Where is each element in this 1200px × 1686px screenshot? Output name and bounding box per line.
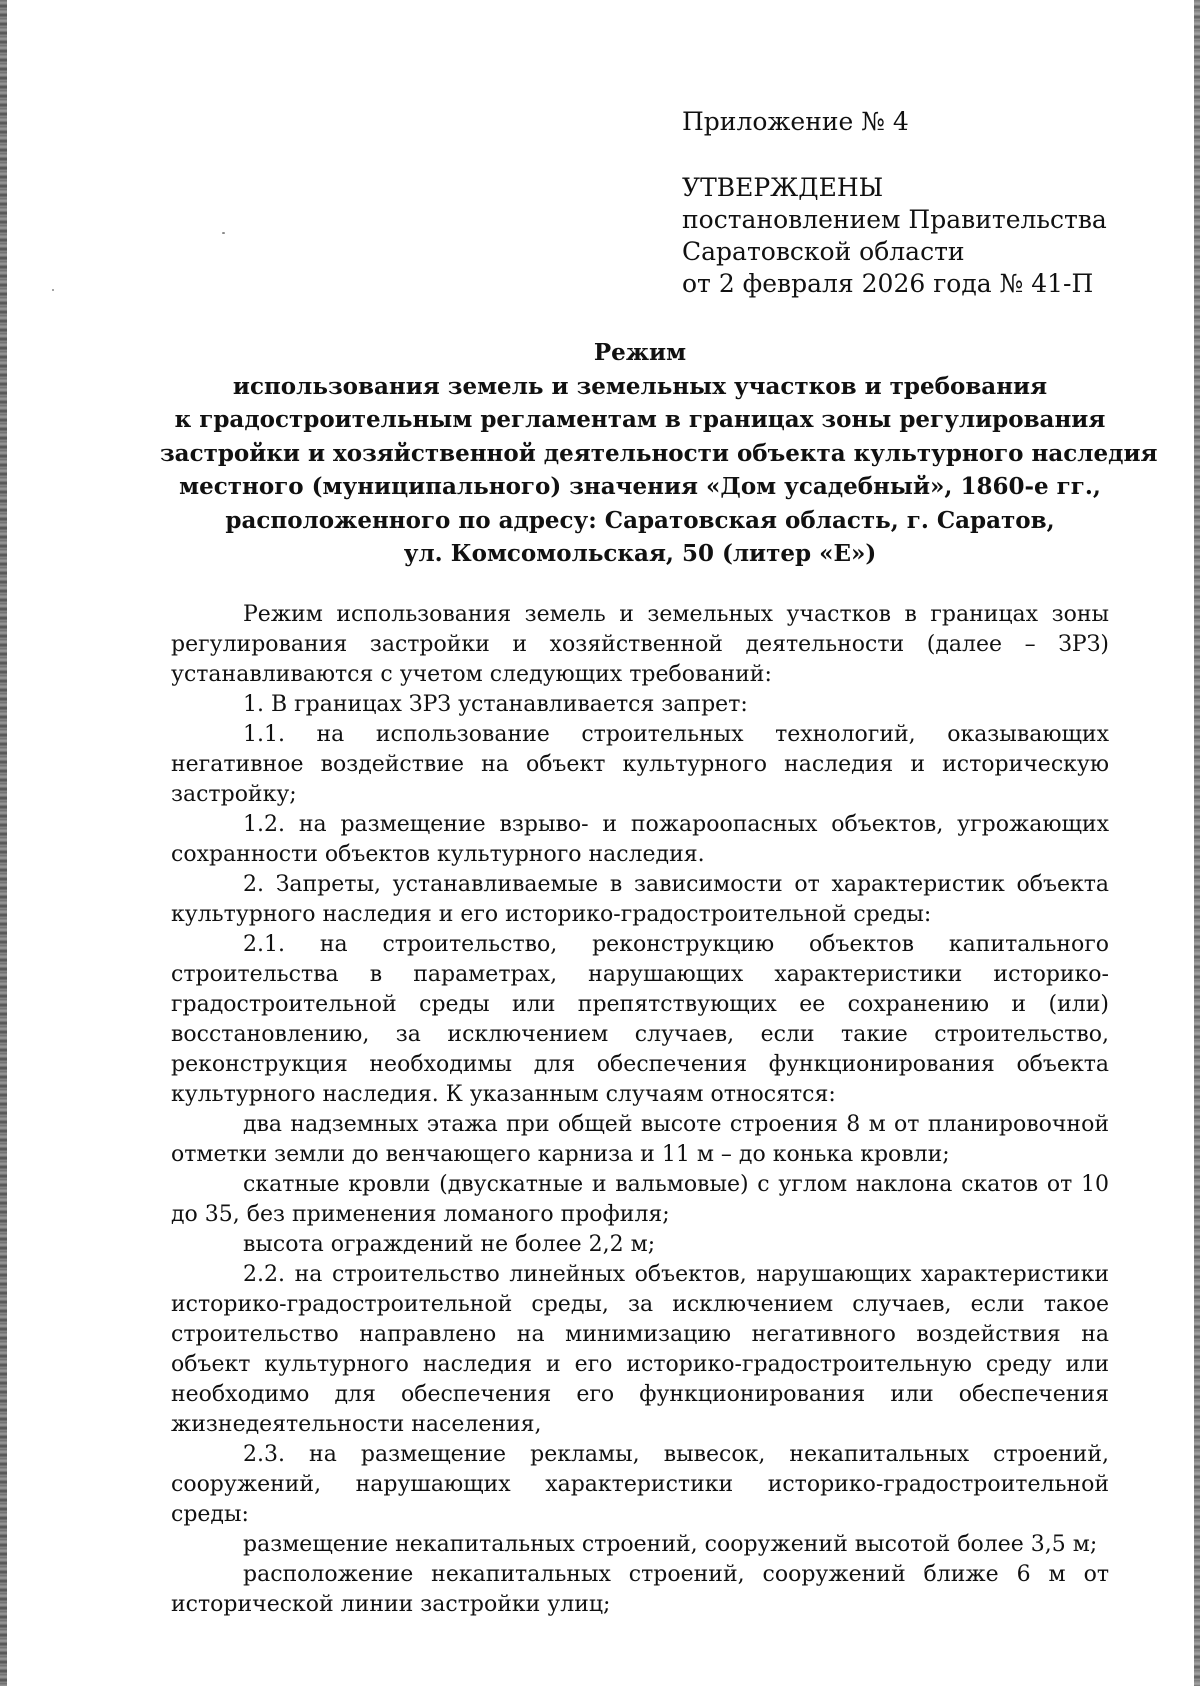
approval-block <box>682 106 1107 300</box>
scan-edge-left <box>0 0 7 1686</box>
document-title <box>160 336 1158 571</box>
body-paragraph: 1.2. на размещение взрыво- и пожароопасных объектов, угрожающих сохранности объектов культурного наследия. <box>171 812 1109 867</box>
body-paragraph: 1.1. на использование строительных технологий, оказывающих негативное воздействие на объект культурного наследия и историческую застройку; <box>171 722 1109 807</box>
body-paragraph: Режим использования земель и земельных участков в границах зоны регулирования застройки и хозяйственной деятельности (далее – ЗРЗ) устанавливаются с учетом следующих требований: <box>171 602 1109 687</box>
body-paragraph: 2.2. на строительство линейных объектов, нарушающих характеристики историко-градостроительной среды, за исключением случаев, если такое строительство направлено на минимизацию негативного воздействия на объект культурного наследия и его историко-градостроительную среду или необходимо для обеспечения его функционирования или обеспечения жизнедеятельности населения, <box>171 1262 1109 1437</box>
approval-line: постановлением Правительства <box>682 205 1107 234</box>
body-paragraph: скатные кровли (двускатные и вальмовые) с углом наклона скатов от 10 до 35, без применения ломаного профиля; <box>171 1172 1109 1227</box>
title-line: Режим <box>593 339 687 366</box>
body-paragraph: 1. В границах ЗРЗ устанавливается запрет: <box>243 692 748 717</box>
approval-line: от 2 февраля 2026 года № 41-П <box>682 269 1094 298</box>
title-line: к градостроительным регламентам в границах зоны регулирования <box>174 406 1106 433</box>
body-paragraph: размещение некапитальных строений, сооружений высотой более 3,5 м; <box>243 1532 1098 1557</box>
title-line: местного (муниципального) значения «Дом усадебный», 1860-е гг., <box>179 473 1101 500</box>
scan-edge-right <box>1194 0 1200 1686</box>
document-body <box>171 600 1109 1620</box>
annex-number: Приложение № 4 <box>682 107 909 136</box>
body-paragraph: высота ограждений не более 2,2 м; <box>243 1232 656 1257</box>
approval-line: Саратовской области <box>682 237 965 266</box>
body-paragraph: 2.1. на строительство, реконструкцию объектов капитального строительства в параметрах, нарушающих характеристики историко-градостроительной среды или препятствующих ее сохранению и (или) восстановлению, за исключением случаев, если такие строительство, реконструкция необходимы для обеспечения функционирования объекта культурного наследия. К указанным случаям относятся: <box>171 932 1109 1107</box>
body-paragraph: 2.3. на размещение рекламы, вывесок, некапитальных строений, сооружений, нарушающих характеристики историко-градостроительной среды: <box>171 1442 1109 1527</box>
title-line: ул. Комсомольская, 50 (литер «Е») <box>403 540 877 567</box>
scan-speck <box>222 232 225 234</box>
title-line: расположенного по адресу: Саратовская область, г. Саратов, <box>225 506 1055 534</box>
body-paragraph: два надземных этажа при общей высоте строения 8 м от планировочной отметки земли до венчающего карниза и 11 м – до конька кровли; <box>171 1112 1109 1167</box>
scan-speck <box>52 289 54 291</box>
title-line: использования земель и земельных участков и требования <box>232 372 1048 400</box>
body-paragraph: расположение некапитальных строений, сооружений ближе 6 м от исторической линии застройки улиц; <box>171 1562 1109 1617</box>
body-paragraph: 2. Запреты, устанавливаемые в зависимости от характеристик объекта культурного наследия и его историко-градостроительной среды: <box>171 872 1109 927</box>
approved-heading: УТВЕРЖДЕНЫ <box>682 173 884 202</box>
title-line: застройки и хозяйственной деятельности объекта культурного наследия <box>160 439 1158 467</box>
